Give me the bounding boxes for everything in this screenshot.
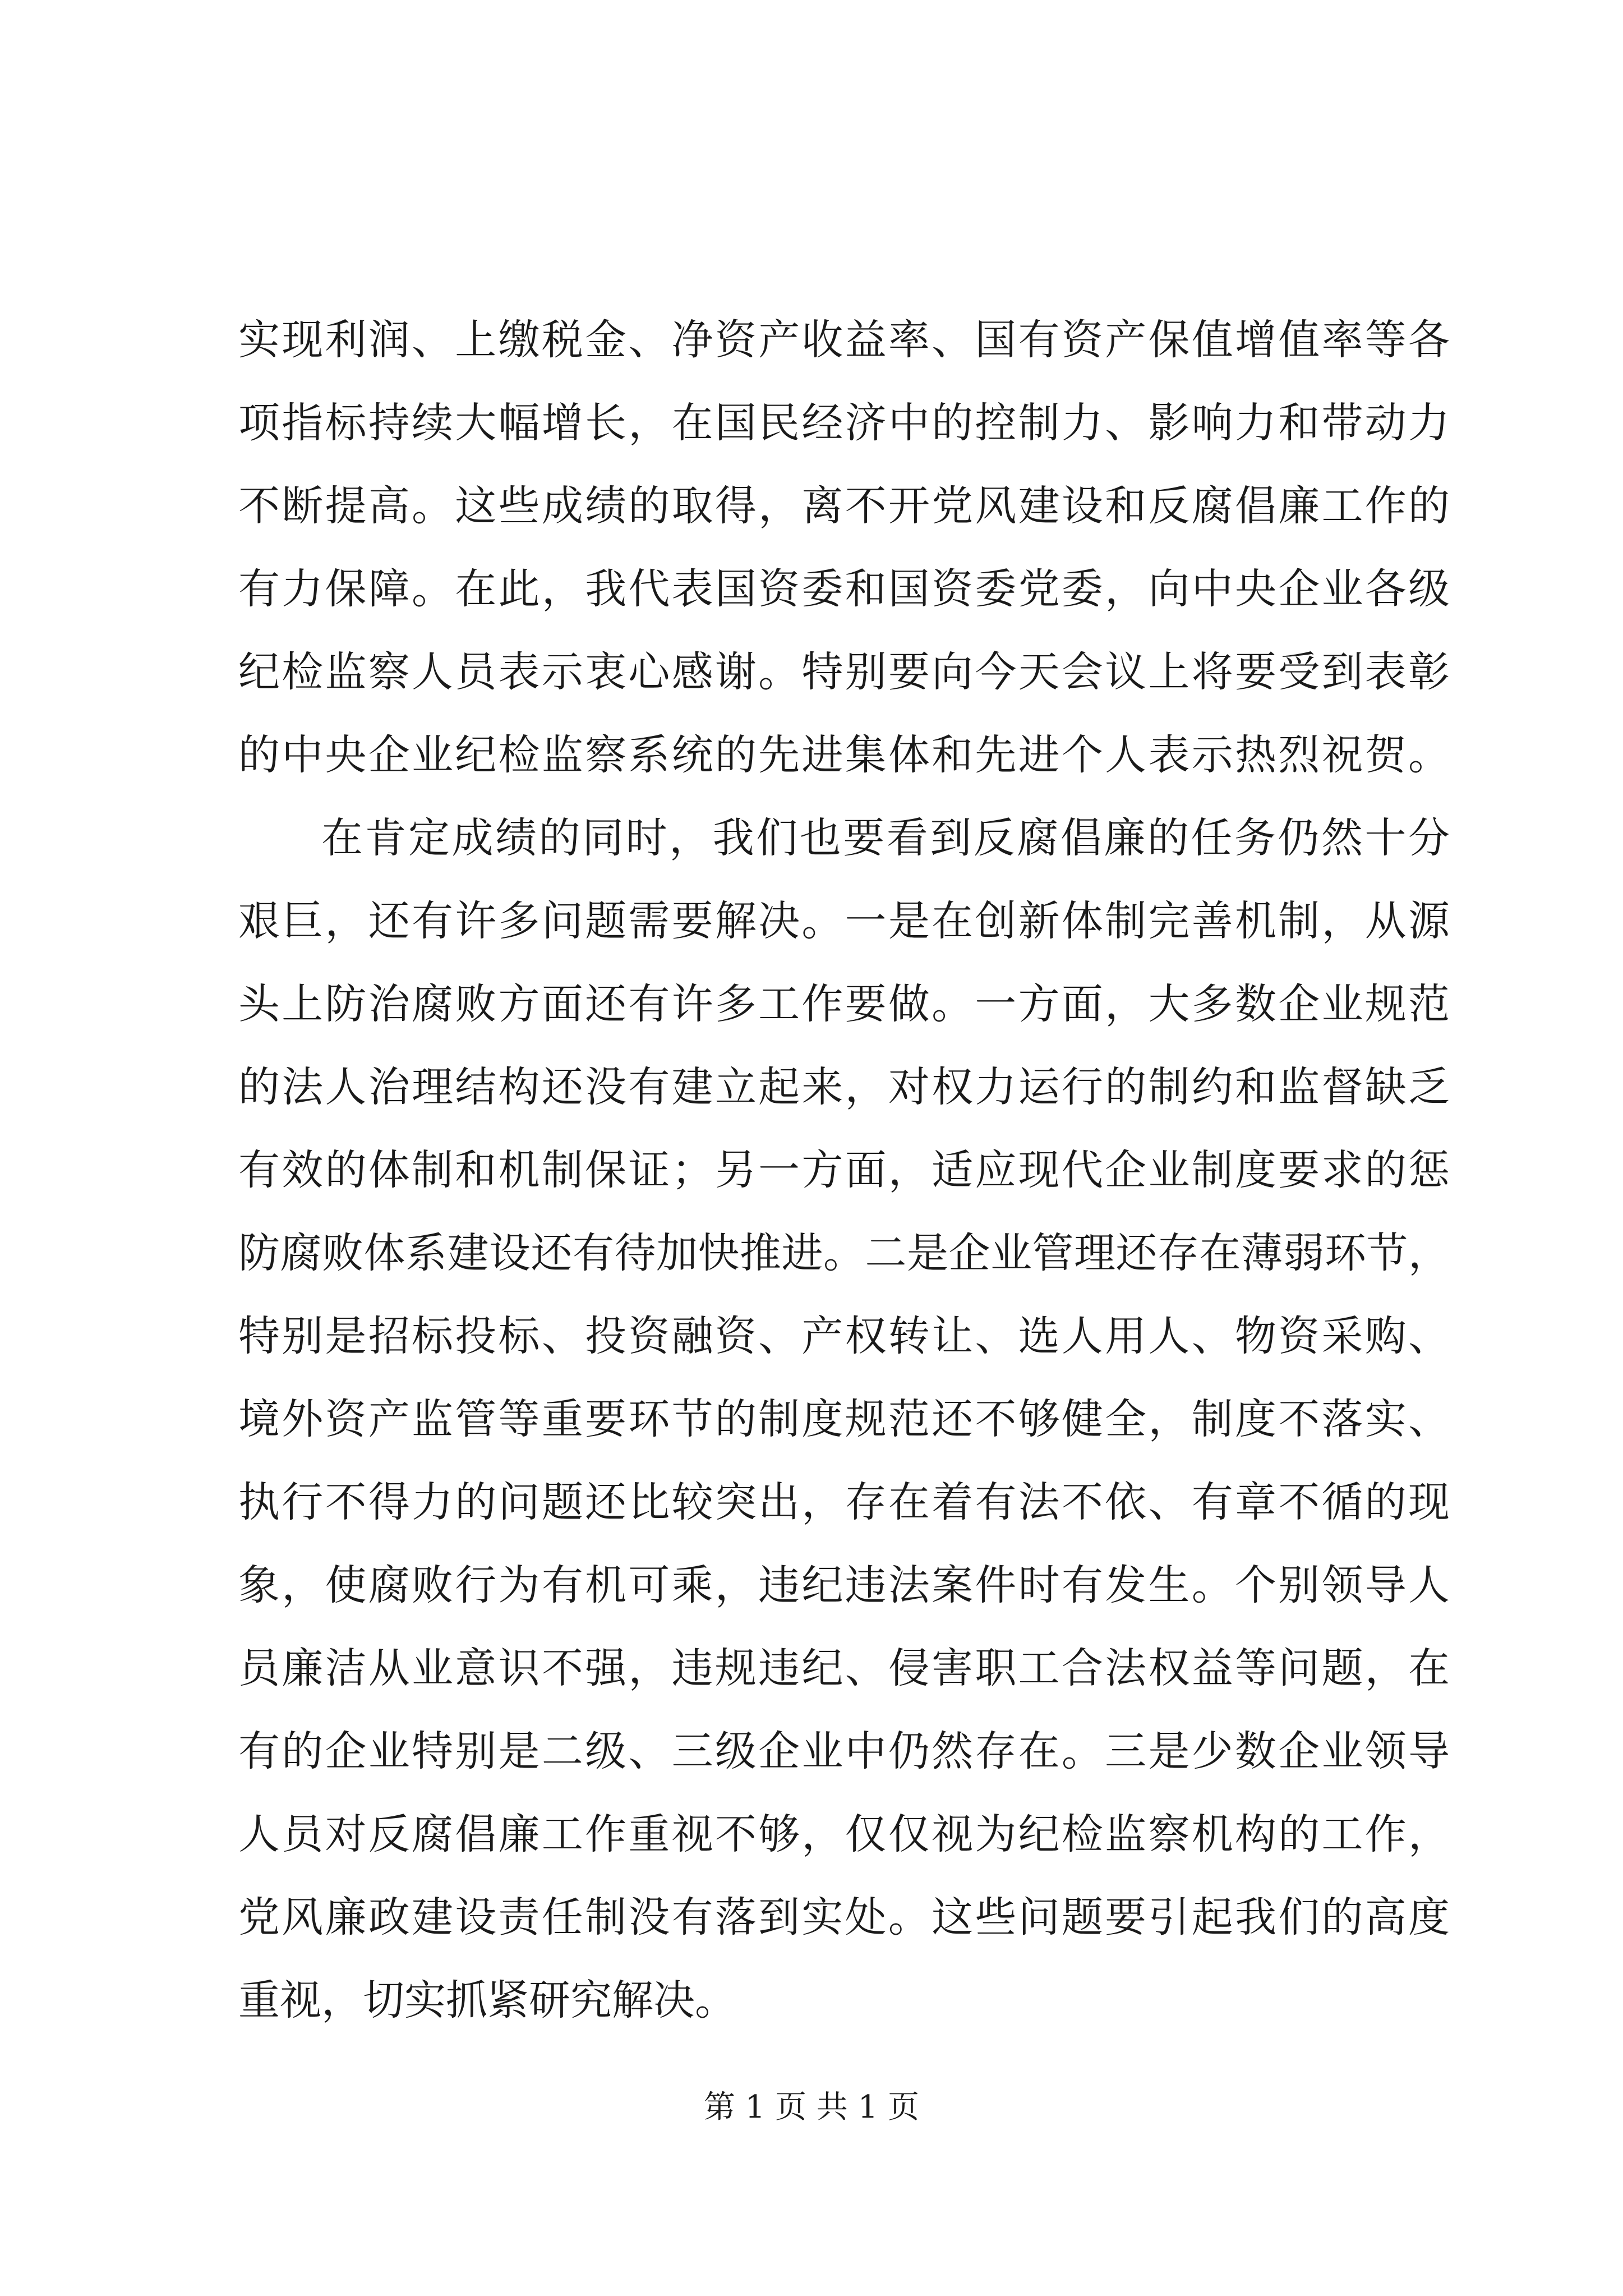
text-line: 境外资产监管等重要环节的制度规范还不够健全，制度不落实、 bbox=[238, 1395, 1450, 1443]
text-line: 实现利润、上缴税金、净资产收益率、国有资产保值增值率等各 bbox=[238, 316, 1450, 364]
text-line: 艰巨，还有许多问题需要解决。一是在创新体制完善机制，从源 bbox=[238, 897, 1450, 945]
text-line: 员廉洁从业意识不强，违规违纪、侵害职工合法权益等问题，在 bbox=[238, 1644, 1450, 1692]
text-line: 执行不得力的问题还比较突出，存在着有法不依、有章不循的现 bbox=[238, 1478, 1450, 1526]
text-line: 防腐败体系建设还有待加快推进。二是企业管理还存在薄弱环节， bbox=[238, 1229, 1450, 1277]
text-line: 党风廉政建设责任制没有落到实处。这些问题要引起我们的高度 bbox=[238, 1893, 1450, 1941]
text-line: 象，使腐败行为有机可乘，违纪违法案件时有发生。个别领导人 bbox=[238, 1561, 1450, 1609]
text-line: 有效的体制和机制保证；另一方面，适应现代企业制度要求的惩 bbox=[238, 1146, 1450, 1194]
paragraph-last-line: 重视，切实抓紧研究解决。 bbox=[238, 1976, 736, 2024]
text-line: 有力保障。在此，我代表国资委和国资委党委，向中央企业各级 bbox=[238, 565, 1450, 613]
text-line: 的法人治理结构还没有建立起来，对权力运行的制约和监督缺乏 bbox=[238, 1063, 1450, 1111]
text-line: 不断提高。这些成绩的取得，离不开党风建设和反腐倡廉工作的 bbox=[238, 482, 1450, 530]
text-line: 有的企业特别是二级、三级企业中仍然存在。三是少数企业领导 bbox=[238, 1727, 1450, 1775]
page-number-footer: 第 1 页 共 1 页 bbox=[703, 2089, 920, 2125]
text-line: 头上防治腐败方面还有许多工作要做。一方面，大多数企业规范 bbox=[238, 980, 1450, 1028]
text-line: 项指标持续大幅增长，在国民经济中的控制力、影响力和带动力 bbox=[238, 399, 1450, 447]
paragraph-first-line: 在肯定成绩的同时，我们也要看到反腐倡廉的任务仍然十分 bbox=[321, 814, 1450, 862]
text-line: 纪检监察人员表示衷心感谢。特别要向今天会议上将要受到表彰 bbox=[238, 648, 1450, 696]
text-line: 人员对反腐倡廉工作重视不够，仅仅视为纪检监察机构的工作， bbox=[238, 1810, 1450, 1858]
text-line: 的中央企业纪检监察系统的先进集体和先进个人表示热烈祝贺。 bbox=[238, 731, 1450, 779]
document-body bbox=[238, 298, 1450, 2042]
text-line: 特别是招标投标、投资融资、产权转让、选人用人、物资采购、 bbox=[238, 1312, 1450, 1360]
